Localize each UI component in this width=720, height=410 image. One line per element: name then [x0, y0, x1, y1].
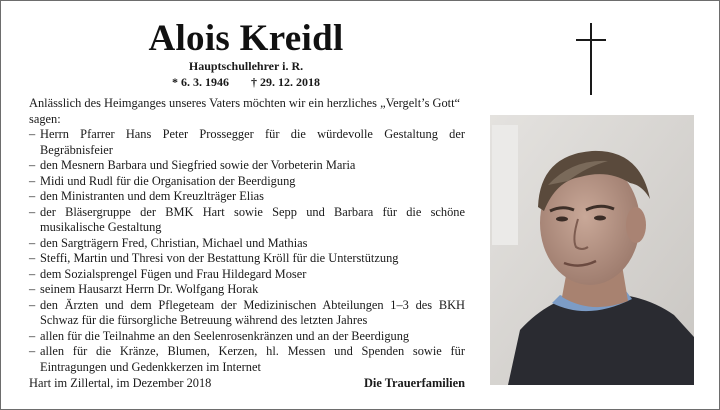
- signature: Die Trauerfamilien: [363, 376, 465, 390]
- list-item: – der Bläsergruppe der BMK Hart sowie Sepp und Barbara für die schöne musikalische Gestaltung: [29, 205, 465, 236]
- list-item: – allen für die Teilnahme an den Seelenrosenkränzen und an der Beerdigung: [29, 329, 465, 345]
- list-item: – den Sargträgern Fred, Christian, Michael und Mathias: [29, 236, 465, 252]
- deceased-title: Hauptschullehrer i. R.: [188, 59, 304, 73]
- thanks-list: [29, 127, 465, 375]
- list-item: – seinem Hausarzt Herrn Dr. Wolfgang Horak: [29, 282, 465, 298]
- list-item: – Herrn Pfarrer Hans Peter Prossegger für die würdevolle Gestaltung der Begräbnisfeier: [29, 127, 465, 158]
- cross-icon: [576, 23, 606, 95]
- list-item: – allen für die Kränze, Blumen, Kerzen, hl. Messen und Spenden sowie für Eintragungen und Gedenkkerzen im Internet: [29, 344, 465, 375]
- birth-date: * 6. 3. 1946: [172, 75, 229, 89]
- portrait-photo: [490, 115, 694, 385]
- list-item: – den Ministranten und dem Kreuzlträger Elias: [29, 189, 465, 205]
- list-item: – Midi und Rudl für die Organisation der Beerdigung: [29, 174, 465, 190]
- place-date: Hart im Zillertal, im Dezember 2018: [29, 376, 212, 390]
- death-date: † 29. 12. 2018: [251, 75, 320, 89]
- intro-text: Anlässlich des Heimganges unseres Vaters möchten wir ein herzliches „Vergelt’s Gott“ sagen:: [29, 96, 461, 126]
- list-item: – dem Sozialsprengel Fügen und Frau Hildegard Moser: [29, 267, 465, 283]
- list-item: – den Mesnern Barbara und Siegfried sowie der Vorbeterin Maria: [29, 158, 465, 174]
- life-dates: [131, 74, 361, 90]
- list-item: – Steffi, Martin und Thresi von der Bestattung Kröll für die Unterstützung: [29, 251, 465, 267]
- deceased-name: Alois Kreidl: [148, 18, 344, 59]
- list-item: – den Ärzten und dem Pflegeteam der Medizinischen Abteilungen 1–3 des BKH Schwaz für die fürsorgliche Betreuung während des letzten Jahres: [29, 298, 465, 329]
